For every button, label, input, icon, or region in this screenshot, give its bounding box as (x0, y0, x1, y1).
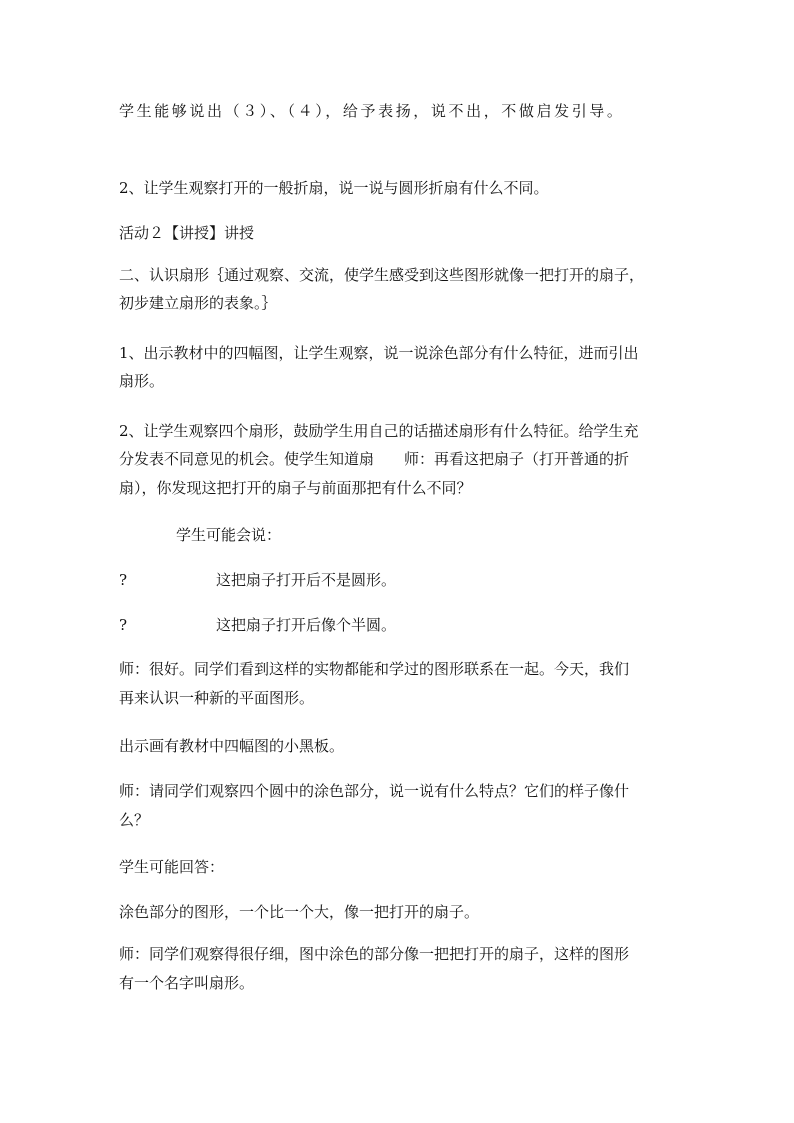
paragraph-praise: 学生能够说出（３）、（４），给予表扬，说不出，不做启发引导。 (119, 102, 625, 120)
paragraph-students-may-say: 学生可能会说： (176, 526, 282, 544)
paragraph-students-may-answer: 学生可能回答： (119, 858, 225, 876)
paragraph-four-sectors: 2、让学生观察四个扇形，鼓励学生用自己的话描述扇形有什么特征。给学生充 (119, 422, 639, 440)
activity-heading: 活动２【讲授】讲授 (119, 224, 255, 242)
paragraph-teacher-good-cont: 再来认识一种新的平面图形。 (119, 689, 315, 707)
section-heading-sector: 二、认识扇形｛通过观察、交流，使学生感受到这些图形就像一把打开的扇子， (119, 266, 645, 284)
paragraph-shaded-figures: 涂色部分的图形，一个比一个大，像一把打开的扇子。 (119, 903, 480, 921)
paragraph-four-figures: 1、出示教材中的四幅图，让学生观察，说一说涂色部分有什么特征，进而引出 (119, 344, 639, 362)
paragraph-teacher-summary: 师：同学们观察得很仔细，图中涂色的部分像一把把打开的扇子，这样的图形 (119, 945, 630, 963)
paragraph-teacher-question-cont: 么？ (119, 811, 150, 829)
bullet-text: 这把扇子打开后像个半圆。 (216, 616, 397, 634)
paragraph-four-sectors-cont2: 扇），你发现这把打开的扇子与前面那把有什么不同？ (119, 479, 472, 497)
bullet-mark: ? (119, 616, 128, 634)
paragraph-teacher-summary-cont: 有一个名字叫扇形。 (119, 974, 255, 992)
bullet-text: 这把扇子打开后不是圆形。 (216, 571, 397, 589)
paragraph-four-sectors-cont: 分发表不同意见的机会。使学生知道扇 师：再看这把扇子（打开普通的折 (119, 450, 630, 468)
section-heading-sector-cont: 初步建立扇形的表象。｝ (119, 294, 277, 312)
paragraph-four-figures-cont: 扇形。 (119, 372, 165, 390)
bullet-mark: ? (119, 571, 128, 589)
paragraph-teacher-question: 师：请同学们观察四个圆中的涂色部分，说一说有什么特点？它们的样子像什 (119, 782, 630, 800)
paragraph-observe-fan: 2、让学生观察打开的一般折扇，说一说与圆形折扇有什么不同。 (119, 179, 549, 197)
paragraph-blackboard: 出示画有教材中四幅图的小黑板。 (119, 737, 345, 755)
paragraph-teacher-good: 师：很好。同学们看到这样的实物都能和学过的图形联系在一起。今天，我们 (119, 660, 630, 678)
